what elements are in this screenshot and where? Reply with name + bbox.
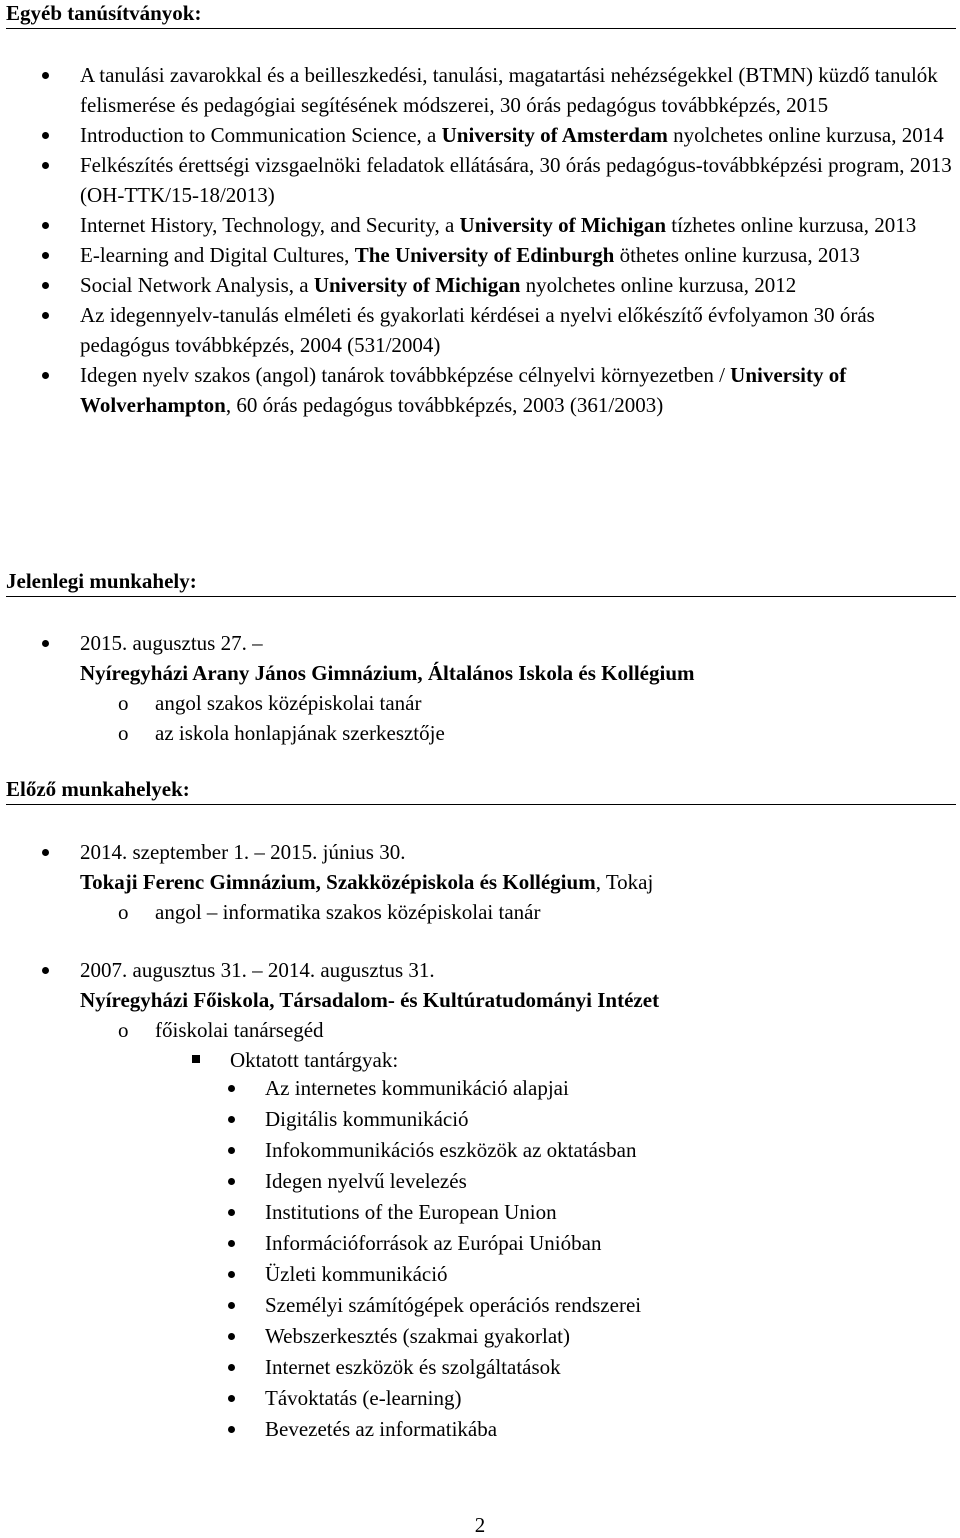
section-title-current-workplace: Jelenlegi munkahely:: [6, 568, 956, 597]
role-text: az iskola honlapjának szerkesztője: [155, 721, 445, 745]
certificate-text: tízhetes online kurzusa, 2013: [666, 213, 917, 237]
certificate-text: Az idegennyelv-tanulás elméleti és gyakorlati kérdései a nyelvi előkészítő évfolyamon 30 órás pedagógus továbbképzés, 2004 (531/2004): [80, 303, 875, 357]
bullet-icon: [228, 1426, 235, 1433]
certificates-list: [0, 60, 960, 420]
bullet-icon: [42, 132, 49, 139]
institution-name: Tokaji Ferenc Gimnázium, Szakközépiskola és Kollégium: [80, 870, 596, 894]
job-date: 2007. augusztus 31. – 2014. augusztus 31.: [80, 958, 435, 982]
subject-text: Internet eszközök és szolgáltatások: [265, 1355, 561, 1379]
circle-marker-icon: o: [118, 1018, 129, 1042]
certificate-text: A tanulási zavarokkal és a beilleszkedési, tanulási, magatartási nehézségekkel (BTMN) küzdő tanulók felismerése és pedagógiai segítésének módszerei, 30 órás pedagógus továbbképzés, 2015: [80, 63, 938, 117]
role-text: angol – informatika szakos középiskolai tanár: [155, 900, 541, 924]
subjects-label-item: [0, 1045, 960, 1075]
list-item: [0, 837, 960, 897]
bullet-icon: [42, 282, 49, 289]
section-title-other-certificates: Egyéb tanúsítványok:: [6, 0, 956, 29]
role-item: [0, 897, 960, 927]
bullet-icon: [228, 1271, 235, 1278]
certificate-text: öthetes online kurzusa, 2013: [614, 243, 860, 267]
square-bullet-icon: [192, 1055, 200, 1063]
role-item: [0, 1015, 960, 1045]
subject-item: [0, 1166, 960, 1197]
certificate-text: , 60 órás pedagógus továbbképzés, 2003 (361/2003): [225, 393, 664, 417]
bullet-icon: [42, 849, 49, 856]
subject-item: [0, 1104, 960, 1135]
bullet-icon: [42, 72, 49, 79]
institution-name: The University of Edinburgh: [354, 243, 615, 267]
list-item: [0, 210, 960, 240]
subject-item: [0, 1135, 960, 1166]
role-item: [0, 688, 960, 718]
bullet-icon: [228, 1395, 235, 1402]
subject-item: [0, 1228, 960, 1259]
previous-job-1: [0, 837, 960, 927]
subject-text: Webszerkesztés (szakmai gyakorlat): [265, 1324, 571, 1348]
subject-text: Idegen nyelvű levelezés: [265, 1169, 467, 1193]
bullet-icon: [42, 252, 49, 259]
list-item: [0, 60, 960, 120]
circle-marker-icon: o: [118, 900, 129, 924]
certificate-text: Introduction to Communication Science, a: [80, 123, 442, 147]
certificate-text: Idegen nyelv szakos (angol) tanárok továbbképzése célnyelvi környezetben /: [80, 363, 731, 387]
subject-text: Institutions of the European Union: [265, 1200, 557, 1224]
role-text: főiskolai tanársegéd: [155, 1018, 324, 1042]
bullet-icon: [42, 312, 49, 319]
bullet-icon: [42, 372, 49, 379]
subject-text: Bevezetés az informatikába: [265, 1417, 498, 1441]
current-job-list: [0, 628, 960, 748]
institution-name: University of Wolverhampton: [80, 363, 847, 417]
bullet-icon: [228, 1333, 235, 1340]
role-text: angol szakos középiskolai tanár: [155, 691, 422, 715]
page-number: 2: [474, 1513, 486, 1537]
subject-text: Információforrások az Európai Unióban: [265, 1231, 602, 1255]
subjects-label: Oktatott tantárgyak:: [230, 1048, 399, 1072]
bullet-icon: [228, 1364, 235, 1371]
subject-item: [0, 1197, 960, 1228]
certificate-text: nyolchetes online kurzusa, 2014: [667, 123, 944, 147]
circle-marker-icon: o: [118, 691, 129, 715]
certificate-text: nyolchetes online kurzusa, 2012: [520, 273, 797, 297]
list-item: [0, 955, 960, 1015]
certificate-text: Felkészítés érettségi vizsgaelnöki feladatok ellátására, 30 órás pedagógus-továbbképzési program, 2013 (OH-TTK/15-18/2013): [80, 153, 952, 207]
subject-item: [0, 1383, 960, 1414]
bullet-icon: [42, 640, 49, 647]
subjects-list: [0, 1073, 960, 1445]
list-item: [0, 120, 960, 150]
institution-name: University of Michigan: [313, 273, 521, 297]
subject-text: Személyi számítógépek operációs rendszerei: [265, 1293, 642, 1317]
bullet-icon: [228, 1209, 235, 1216]
subject-item: [0, 1352, 960, 1383]
bullet-icon: [228, 1147, 235, 1154]
institution-location: , Tokaj: [595, 870, 654, 894]
job-date: 2014. szeptember 1. – 2015. június 30.: [80, 840, 406, 864]
certificate-text: Social Network Analysis, a: [80, 273, 314, 297]
circle-marker-icon: o: [118, 721, 129, 745]
subject-text: Digitális kommunikáció: [265, 1107, 469, 1131]
certificate-text: Internet History, Technology, and Security, a: [80, 213, 460, 237]
institution-name: Nyíregyházi Főiskola, Társadalom- és Kultúratudományi Intézet: [80, 988, 660, 1012]
bullet-icon: [228, 1085, 235, 1092]
subject-text: Üzleti kommunikáció: [265, 1262, 448, 1286]
subject-text: Távoktatás (e-learning): [265, 1386, 462, 1410]
section-title-previous-workplaces: Előző munkahelyek:: [6, 776, 956, 805]
subject-item: [0, 1321, 960, 1352]
institution-name: Nyíregyházi Arany János Gimnázium, Általános Iskola és Kollégium: [80, 661, 695, 685]
institution-name: University of Amsterdam: [441, 123, 668, 147]
bullet-icon: [228, 1302, 235, 1309]
job-date: 2015. augusztus 27. –: [80, 631, 263, 655]
subject-text: Infokommunikációs eszközök az oktatásban: [265, 1138, 637, 1162]
bullet-icon: [42, 162, 49, 169]
previous-job-2: [0, 955, 960, 1075]
subject-item: [0, 1414, 960, 1445]
list-item: [0, 240, 960, 270]
subject-item: [0, 1259, 960, 1290]
subject-text: Az internetes kommunikáció alapjai: [265, 1076, 569, 1100]
role-item: [0, 718, 960, 748]
bullet-icon: [42, 967, 49, 974]
bullet-icon: [228, 1178, 235, 1185]
bullet-icon: [228, 1240, 235, 1247]
list-item: [0, 270, 960, 300]
bullet-icon: [228, 1116, 235, 1123]
list-item: [0, 628, 960, 688]
bullet-icon: [42, 222, 49, 229]
list-item: [0, 300, 960, 360]
list-item: [0, 360, 960, 420]
institution-name: University of Michigan: [459, 213, 667, 237]
list-item: [0, 150, 960, 210]
certificate-text: E-learning and Digital Cultures,: [80, 243, 355, 267]
subject-item: [0, 1073, 960, 1104]
subject-item: [0, 1290, 960, 1321]
